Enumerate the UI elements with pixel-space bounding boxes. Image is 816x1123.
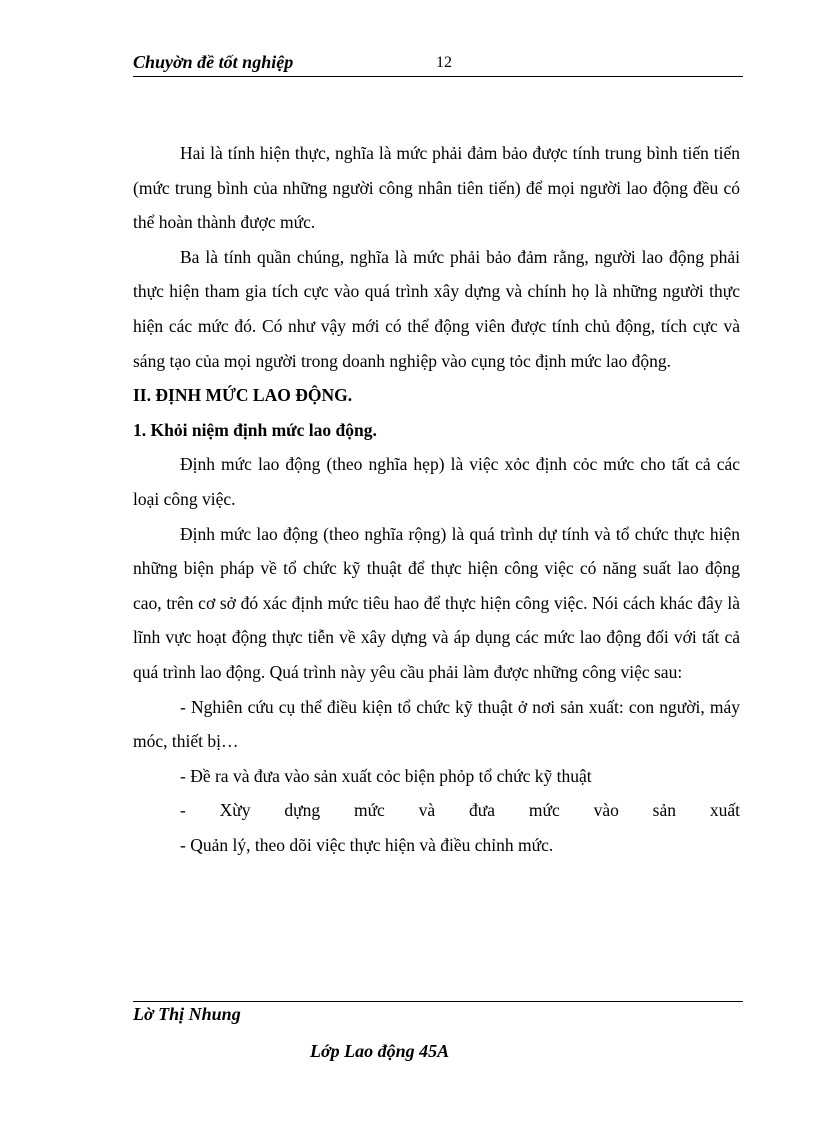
footer-author: Lờ Thị Nhung [133,1004,241,1024]
paragraph-broad-definition: Định mức lao động (theo nghĩa rộng) là quá trình dự tính và tổ chức thực hiện những biện pháp về tổ chức kỹ thuật để thực hiện công việc có năng suất lao động cao, trên cơ sở đó xác định mức tiêu hao để thực hiện công việc. Nói cách khác đây là lĩnh vực hoạt động thực tiễn về xây dựng và áp dụng các mức lao động đối với tất cả quá trình lao động. Quá trình này yêu cầu phải làm được những công việc sau: [133,523,740,682]
footer-divider [133,1001,743,1002]
page-number: 12 [436,54,452,71]
document-title: Chuyờn đề tốt nghiệp [133,52,294,72]
document-body [133,136,740,862]
paragraph-narrow-definition: Định mức lao động (theo nghĩa hẹp) là việc xỏc định cỏc mức cho tất cả các loại công việc. [133,454,740,509]
list-item-build-norms: - Xừy dựng mức và đưa mức vào sản xuất [180,800,740,821]
paragraph-realism: Hai là tính hiện thực, nghĩa là mức phải đảm bảo được tính trung bình tiến tiến (mức trung bình của những người công nhân tiên tiến) để mọi người lao động đều có thể hoàn thành được mức. [133,143,740,233]
list-item-management: - Quản lý, theo dõi việc thực hiện và điều chỉnh mức. [180,834,554,855]
section-heading: II. ĐỊNH MỨC LAO ĐỘNG. [133,385,353,406]
subsection-heading: 1. Khỏi niệm định mức lao động. [133,419,377,440]
header-divider [133,76,743,77]
list-item-research: - Nghiên cứu cụ thể điều kiện tổ chức kỹ thuật ở nơi sản xuất: con người, máy móc, thiết bị… [133,696,740,752]
list-item-measures: - Đề ra và đưa vào sản xuất cỏc biện phỏp tổ chức kỹ thuật [180,765,592,786]
footer-class: Lớp Lao động 45A [310,1041,450,1061]
paragraph-mass-character: Ba là tính quần chúng, nghĩa là mức phải bảo đảm rằng, người lao động phải thực hiện tham gia tích cực vào quá trình xây dựng và chính họ là những người thực hiện các mức đó. Có như vậy mới có thể động viên được tính chủ động, tích cực và sáng tạo của mọi người trong doanh nghiệp vào cụng tỏc định mức lao động. [133,246,740,371]
